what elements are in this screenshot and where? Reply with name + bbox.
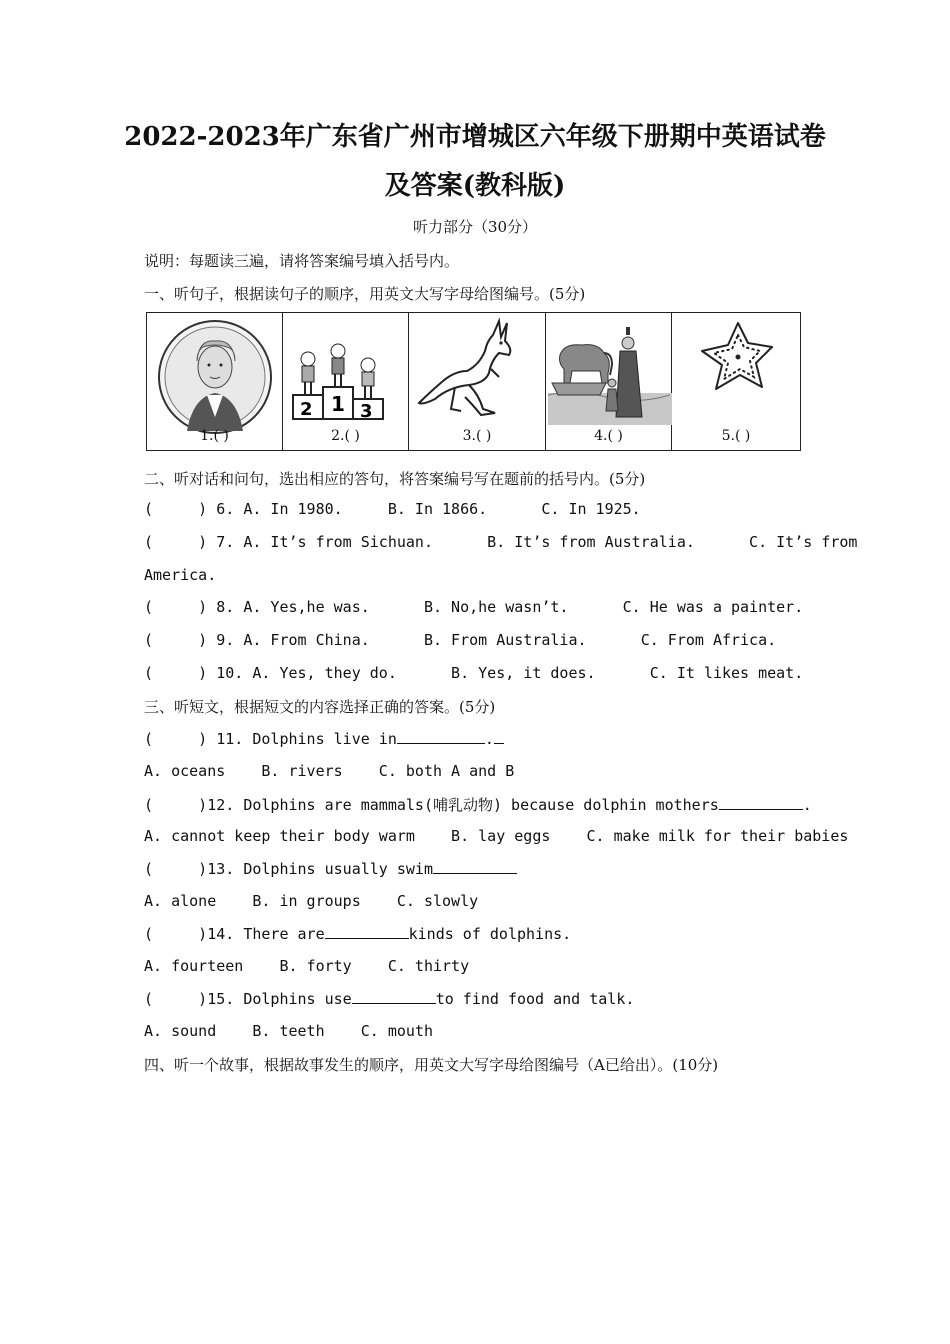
picture-cell-2 <box>283 313 409 450</box>
exam-title-line-2: 及答案(教科版) <box>384 171 566 201</box>
question-6: ( ) 6. A. In 1980. B. In 1866. C. In 1925. <box>144 500 641 518</box>
picture-caption-4: 4.( ) <box>594 428 623 444</box>
question-9: ( ) 9. A. From China. B. From Australia. C. From Africa. <box>144 631 777 649</box>
answer-blank-11-tail <box>494 729 504 744</box>
question-10: ( ) 10. A. Yes, they do. B. Yes, it does. C. It likes meat. <box>144 664 804 682</box>
section4-heading: 四、听一个故事，根据故事发生的顺序，用英文大写字母给图编号（A已给出）。(10分) <box>144 1056 719 1074</box>
picture-cell-5 <box>672 313 800 450</box>
section3-heading: 三、听短文，根据短文的内容选择正确的答案。(5分) <box>144 698 496 716</box>
question-13 <box>144 859 517 878</box>
question-12 <box>144 794 812 815</box>
section1-heading: 一、听句子，根据读句子的顺序，用英文大写字母给图编号。(5分) <box>144 285 586 303</box>
question-12-end: . <box>802 796 812 814</box>
question-12-text: ( )12. Dolphins are mammals(哺乳动物) because dolphin mothers <box>144 796 719 814</box>
svg-text:2: 2 <box>300 399 313 420</box>
question-11-options: A. oceans B. rivers C. both A and B <box>144 762 515 780</box>
section2-heading: 二、听对话和问句，选出相应的答句，将答案编号写在题前的括号内。(5分) <box>144 470 646 488</box>
question-8: ( ) 8. A. Yes,he was. B. No,he wasn’t. C. He was a painter. <box>144 598 804 616</box>
question-11-end: . <box>484 730 494 748</box>
listening-section-header: 听力部分（30分） <box>412 218 538 236</box>
question-14-options: A. fourteen B. forty C. thirty <box>144 957 470 975</box>
svg-text:1: 1 <box>331 392 345 416</box>
picture-caption-5: 5.( ) <box>721 428 751 444</box>
exam-title-line-1: 2022-2023年广东省广州市增城区六年级下册期中英语试卷 <box>124 122 826 152</box>
question-15-options: A. sound B. teeth C. mouth <box>144 1022 433 1040</box>
question-14-end: kinds of dolphins. <box>408 925 572 943</box>
question-7: ( ) 7. A. It’s from Sichuan. B. It’s from Australia. C. It’s from <box>144 533 858 551</box>
question-13-text: ( )13. Dolphins usually swim <box>144 860 433 878</box>
question-15-text: ( )15. Dolphins use <box>144 990 352 1008</box>
picture-cell-4 <box>546 313 672 450</box>
question-12-options: A. cannot keep their body warm B. lay eggs C. make milk for their babies <box>144 827 849 845</box>
picture-cell-1 <box>147 313 283 450</box>
question-11 <box>144 729 504 748</box>
question-13-options: A. alone B. in groups C. slowly <box>144 892 479 910</box>
picture-caption-2: 2.( ) <box>331 428 360 444</box>
question-7-continued: America. <box>144 566 217 584</box>
question-14-text: ( )14. There are <box>144 925 325 943</box>
answer-blank-13 <box>433 859 517 874</box>
question-15-end: to find food and talk. <box>435 990 635 1008</box>
answer-blank-12 <box>719 795 803 810</box>
question-14 <box>144 924 571 943</box>
picture-caption-1: 1.( ) <box>200 428 229 444</box>
picture-caption-3: 3.( ) <box>462 428 492 444</box>
instruction-text: 说明：每题读三遍，请将答案编号填入括号内。 <box>144 252 460 270</box>
question-15 <box>144 989 634 1008</box>
answer-blank-15 <box>352 989 436 1004</box>
answer-blank-14 <box>325 924 409 939</box>
picture-table <box>146 312 801 451</box>
question-11-text: ( ) 11. Dolphins live in <box>144 730 397 748</box>
svg-text:3: 3 <box>360 401 373 422</box>
picture-cell-3 <box>409 313 546 450</box>
answer-blank-11 <box>397 729 485 744</box>
